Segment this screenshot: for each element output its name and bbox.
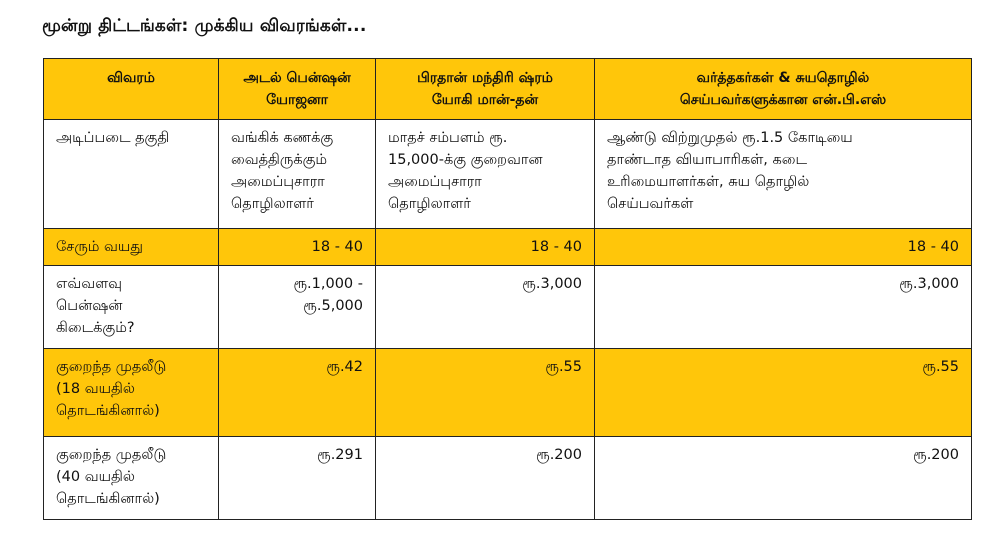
row-label: அடிப்படை தகுதி	[44, 120, 219, 229]
table-cell: 18 - 40	[376, 229, 595, 266]
table-row-joining-age	[44, 229, 972, 266]
table-cell: ரூ.55	[595, 349, 972, 437]
table-cell: ரூ.291	[219, 437, 376, 520]
row-label: குறைந்த முதலீடு (40 வயதில் தொடங்கினால்)	[44, 437, 219, 520]
header-detail: விவரம்	[44, 59, 219, 120]
header-pm-shram-yogi-maandhan: பிரதான் மந்திரி ஷ்ரம் யோகி மான்-தன்	[376, 59, 595, 120]
table-cell: ரூ.3,000	[595, 266, 972, 349]
table-cell: ரூ.55	[376, 349, 595, 437]
table-header-row	[44, 59, 972, 120]
header-atal-pension-yojana: அடல் பென்ஷன் யோஜனா	[219, 59, 376, 120]
table-row-eligibility	[44, 120, 972, 229]
header-nps-traders: வர்த்தகர்கள் & சுயதொழில் செய்பவர்களுக்கான என்.பி.எஸ்	[595, 59, 972, 120]
table-cell: ரூ.1,000 - ரூ.5,000	[219, 266, 376, 349]
schemes-comparison-table	[43, 58, 972, 520]
row-label: சேரும் வயது	[44, 229, 219, 266]
table-cell: ரூ.3,000	[376, 266, 595, 349]
table-row-pension-amount	[44, 266, 972, 349]
row-label: குறைந்த முதலீடு (18 வயதில் தொடங்கினால்)	[44, 349, 219, 437]
table-cell: ரூ.200	[376, 437, 595, 520]
row-label: எவ்வளவு பென்ஷன் கிடைக்கும்?	[44, 266, 219, 349]
table-row-min-investment-18	[44, 349, 972, 437]
table-cell: ரூ.42	[219, 349, 376, 437]
table-cell: ரூ.200	[595, 437, 972, 520]
table-row-min-investment-40	[44, 437, 972, 520]
table-cell: வங்கிக் கணக்கு வைத்திருக்கும் அமைப்புசாரா தொழிலாளர்	[219, 120, 376, 229]
table-cell: மாதச் சம்பளம் ரூ. 15,000-க்கு குறைவான அமைப்புசாரா தொழிலாளர்	[376, 120, 595, 229]
table-cell: ஆண்டு விற்றுமுதல் ரூ.1.5 கோடியை தாண்டாத வியாபாரிகள், கடை உரிமையாளர்கள், சுய தொழில் செய்பவர்கள்	[595, 120, 972, 229]
table-cell: 18 - 40	[595, 229, 972, 266]
table-cell: 18 - 40	[219, 229, 376, 266]
page-title: மூன்று திட்டங்கள்: முக்கிய விவரங்கள்...	[42, 16, 367, 36]
